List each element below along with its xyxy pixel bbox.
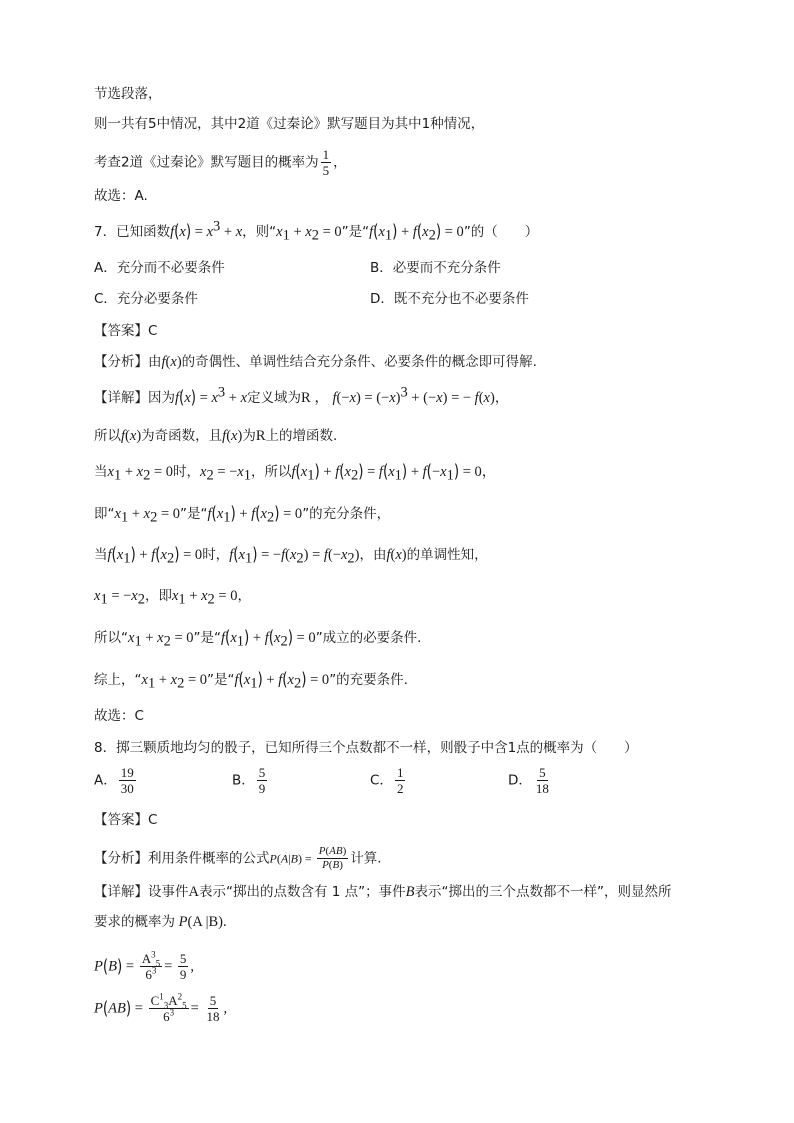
paragraph-text: 节选段落， — [94, 86, 162, 102]
detail-line-1: 【详解】因为$f(x) = x^3 + x$定义域为R ， $f(-x) = (-x)^3 + (-x)$ = − f(x)， — [94, 384, 509, 409]
detail-line-5: 当$f(x_1) + f(x_2) = 0$时，$f(x_1) = -f(x_2) = f(-x_2)$，由f(x)的单调性知， — [94, 544, 488, 567]
option-a: A．充分而不必要条件 — [94, 260, 225, 276]
option-d: D．既不充分也不必要条件 — [370, 291, 529, 307]
option-b: B． $\frac{5}{9}$ — [232, 765, 266, 796]
paragraph-text: 考查2道《过秦论》默写题目的概率为 — [94, 154, 319, 171]
analysis-tag: 【分析】 — [94, 354, 148, 370]
detail-line-6: $x_1 = -x_2$，即$x_1 + x_2 = 0$， — [94, 588, 251, 608]
answer-value: C — [148, 812, 158, 828]
text-line — [94, 114, 484, 134]
analysis-line: 【分析】利用条件概率的公式P(A|B) = $\frac{P(AB)}{P(B)}$ 计算. — [94, 845, 382, 871]
fraction: $\frac{5}{9}$ — [258, 765, 266, 796]
fraction: $\frac{5}{9}$ — [179, 951, 187, 982]
detail-tag: 【详解】 — [94, 884, 148, 900]
detail-line-8: 综上，“$x_1 + x_2 = 0$”是“$f(x_1) + f(x_2) = 0$”的充要条件. — [94, 669, 408, 692]
paragraph-text: 则一共有5中情况，其中2道《过秦论》默写题目为其中1种情况， — [94, 116, 485, 132]
question-7-stem: 7．已知函数$f(x) = x^3 + x$，则“$x_1 + x_2 = 0$”是“$f(x_1) + f(x_2) = 0$”的（ ） — [94, 218, 539, 244]
option-c: C．充分必要条件 — [94, 291, 198, 307]
option-d: D． $\frac{5}{18}$ — [508, 765, 549, 796]
answer-tag: 【答案】 — [94, 323, 148, 339]
detail-line-3: 当$x_1 + x_2 = 0$时，$x_2 = -x_1$，所以$f(x_1) + f(x_2) = f(x_1) + f(-x_1) = 0$， — [94, 461, 497, 484]
answer-tag: 【答案】 — [94, 812, 148, 828]
detail-line-2: 要求的概率为 P(A |B). — [94, 914, 227, 930]
option-a: A． $\frac{19}{30}$ — [94, 765, 134, 796]
answer-value: C — [148, 323, 158, 339]
analysis-line: 【分析】由f(x)的奇偶性、单调性结合充分条件、必要条件的概念即可得解. — [94, 354, 537, 370]
fraction: $\frac{5}{18}$ — [206, 993, 220, 1024]
option-b: B．必要而不充分条件 — [370, 260, 501, 276]
detail-line-3: P(B) = $\frac{A^3_5}{6^3}$ = $\frac{5}{9}$ , — [94, 949, 195, 982]
fraction: $\frac{P(AB)}{P(B)}$ — [318, 845, 347, 871]
question-8-stem: 8．掷三颗质地均匀的骰子，已知所得三个点数都不一样，则骰子中含1点的概率为（ ） — [94, 740, 638, 756]
fraction: $\frac{C^1_3A^2_5}{6^3}$ — [150, 991, 187, 1024]
analysis-tag: 【分析】 — [94, 850, 148, 867]
fraction: $\frac{19}{30}$ — [120, 765, 134, 796]
fraction: $\frac{1}{5}$ — [322, 147, 330, 178]
detail-line-4: 即“$x_1 + x_2 = 0$”是“$f(x_1) + f(x_2) = 0$”的充分条件， — [94, 503, 391, 526]
detail-line-1: 【详解】设事件A表示“掷出的点数含有 1 点”；事件B表示“掷出的三个点数都不一样”，则显然所 — [94, 884, 672, 900]
text-line: 考查2道《过秦论》默写题目的概率为 $\frac{1}{5}$ ， — [94, 147, 347, 178]
fraction: $\frac{1}{2}$ — [396, 765, 404, 796]
detail-line-2: 所以f(x)为奇函数，且f(x)为R上的增函数. — [94, 428, 338, 444]
text-line — [94, 84, 162, 104]
option-c: C． $\frac{1}{2}$ — [370, 765, 404, 796]
detail-line-4: P(AB) = $\frac{C^1_3A^2_5}{6^3}$ = $\frac{5}{18}$ , — [94, 991, 228, 1024]
fraction: $\frac{5}{18}$ — [535, 765, 549, 796]
detail-line-7: 所以“$x_1 + x_2 = 0$”是“$f(x_1) + f(x_2) = 0$”成立的必要条件. — [94, 627, 422, 650]
choice-result: 故选：C — [94, 708, 144, 724]
answer-line — [94, 810, 157, 830]
answer-line — [94, 321, 157, 341]
detail-tag: 【详解】 — [94, 390, 148, 406]
fraction: $\frac{A^3_5}{6^3}$ — [141, 949, 161, 982]
choice-result: 故选：A. — [94, 188, 148, 204]
